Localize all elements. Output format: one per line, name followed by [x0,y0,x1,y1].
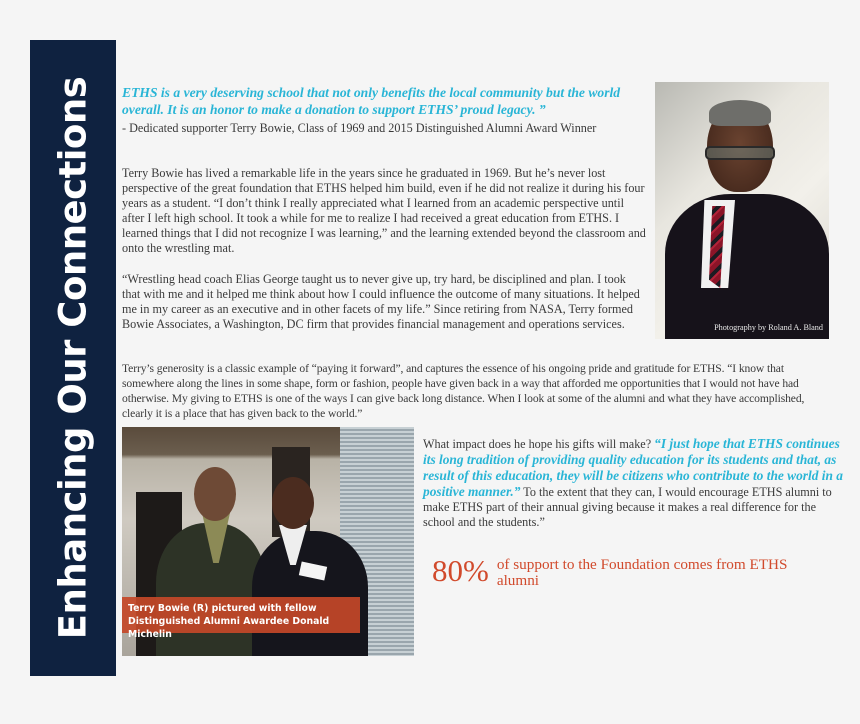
impact-question: What impact does he hope his gifts will make? [423,437,655,451]
impact-highlight-quote: “I just hope that ETHS continues its long tradition of providing quality education for its students and that, as result of this education, they will be citizens who contribute to the world in a positive manner.” [423,436,843,499]
photo-credit: Photography by Roland A. Bland [714,323,823,332]
stat-text: of support to the Foundation comes from ETHS alumni [496,556,788,589]
person-right-head [272,477,314,529]
stat-number: 80% [432,553,489,588]
quote-attribution: - Dedicated supporter Terry Bowie, Class of 1969 and 2015 Distinguished Alumni Award Winner [122,121,597,135]
sidebar-title: Enhancing Our Connections [51,76,95,640]
sidebar-banner [30,40,116,676]
body-paragraph: Terry’s generosity is a classic example of “paying it forward”, and captures the essence of his ongoing pride and gratitude for ETHS. “I know that somewhere along the lines in some shape, form or fashion, people have given back in a way that afforded me opportunities that I would not have had otherwise. My giving to ETHS is one of the ways I can give back long distance. When I look at some of the alumni and what they have accomplished, clearly it is a place that has given back to the world.” [122,362,805,420]
impact-paragraph [423,436,843,530]
person-left-head [194,467,236,521]
group-photo [122,427,414,656]
alumni-support-stat [432,554,797,589]
photo-caption [122,597,360,640]
caption-line-1: Terry Bowie (R) pictured with fellow [128,603,317,614]
body-paragraph: “Wrestling head coach Elias George taught us to never give up, try hard, be disciplined and plan. I took that with me and it helped me think about how I could influence the outcome of many situations. It helped me in my career as an executive and in other facets of my life.” Since retiring from NASA, Terry formed Bowie Associates, a Washington, DC firm that provides financial management and operations services. [122,272,640,331]
body-paragraph: Terry Bowie has lived a remarkable life in the years since he graduated in 1969. But he’s never lost perspective of the great foundation that ETHS helped him build, even if he did not realize it during his four years as a student. “I don’t think I really appreciated what I learned from an academic perspective until after I left high school. It took a while for me to realize I had received a great education from ETHS. I learned things that I did not recognize I was learning,” and the learning extended beyond the classroom and onto the wrestling mat. [122,166,646,255]
portrait-glasses [705,146,775,160]
pull-quote: ETHS is a very deserving school that not only benefits the local community but the world overall. It is an honor to make a donation to support ETHS’ proud legacy. ” [122,85,621,117]
portrait-suit [665,194,829,339]
impact-closing: To the extent that they can, I would encourage ETHS alumni to make ETHS part of their annual giving because it makes a real difference for the school and the students.” [423,485,832,529]
caption-line-2: Distinguished Alumni Awardee Donald Michelin [128,616,330,640]
portrait-photo [655,82,829,339]
portrait-hair [709,100,771,126]
